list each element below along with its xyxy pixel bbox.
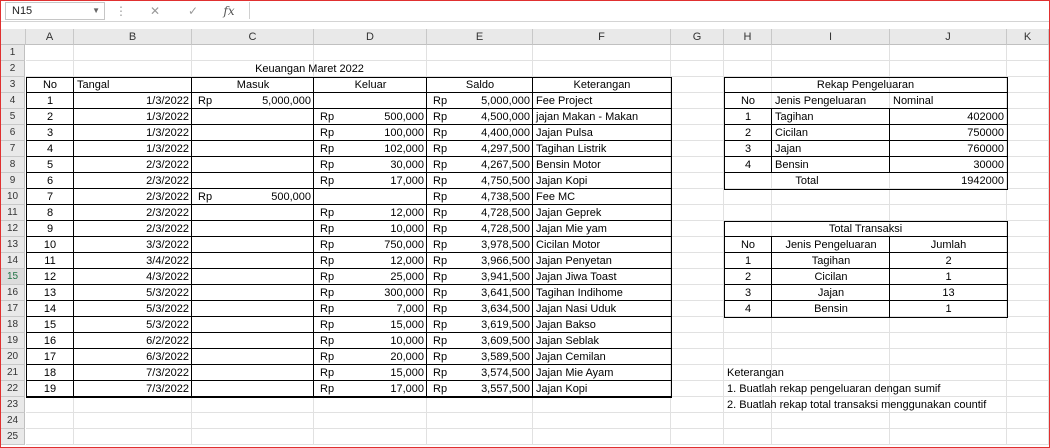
row-no: 10 [43, 239, 57, 251]
balance-amount: 4,738,500 [481, 191, 530, 203]
transaksi-header-no: No [740, 239, 756, 251]
expense-currency: Rp [320, 335, 335, 347]
row-no: 3 [46, 127, 54, 139]
expense-currency: Rp [320, 255, 335, 267]
income-currency: Rp [198, 191, 213, 203]
income-amount [222, 317, 314, 333]
function-icon[interactable]: fx [223, 4, 235, 18]
notes-line-1: 1. Buatlah rekap pengeluaran dengan sumif [727, 383, 941, 395]
expense-amount: 17,000 [390, 383, 424, 395]
gridline [1048, 45, 1049, 445]
income-amount: 5,000,000 [262, 95, 311, 107]
balance-currency: Rp [433, 255, 448, 267]
income-amount: 500,000 [271, 191, 311, 203]
income-amount [222, 349, 314, 365]
row-date: 2/3/2022 [146, 159, 189, 171]
balance-currency: Rp [433, 303, 448, 315]
balance-amount: 4,400,000 [481, 127, 530, 139]
expense-amount: 100,000 [384, 127, 424, 139]
row-header-15[interactable]: 15 [1, 269, 25, 285]
income-currency [192, 285, 222, 301]
balance-amount: 3,609,500 [481, 335, 530, 347]
rekap-no: 1 [744, 111, 752, 123]
expense-amount: 500,000 [384, 111, 424, 123]
balance-amount: 4,750,500 [481, 175, 530, 187]
row-date: 6/3/2022 [146, 351, 189, 363]
expense-amount: 15,000 [390, 367, 424, 379]
rekap-title: Rekap Pengeluaran [816, 79, 915, 91]
column-header-h[interactable]: H [724, 29, 772, 45]
row-date: 2/3/2022 [146, 191, 189, 203]
rekap-no: 4 [744, 159, 752, 171]
balance-amount: 4,728,500 [481, 207, 530, 219]
expense-amount: 12,000 [390, 207, 424, 219]
row-header-13[interactable]: 13 [1, 237, 25, 253]
rekap-amount: 750000 [967, 127, 1004, 139]
expense-amount: 20,000 [390, 351, 424, 363]
income-currency [192, 173, 222, 189]
description: Jajan Mie Ayam [536, 367, 614, 379]
row-header-1[interactable]: 1 [1, 45, 25, 61]
row-no: 14 [43, 303, 57, 315]
income-currency [192, 125, 222, 141]
description: Jajan Nasi Uduk [536, 303, 617, 315]
row-header-23[interactable]: 23 [1, 397, 25, 413]
rekap-type: Bensin [775, 159, 809, 171]
column-header-e[interactable]: E [427, 29, 533, 45]
column-header-g[interactable]: G [671, 29, 724, 45]
balance-amount: 3,574,500 [481, 367, 530, 379]
transaksi-count: 2 [945, 255, 952, 267]
description: jajan Makan - Makan [536, 111, 639, 123]
row-no: 2 [46, 111, 54, 123]
column-header-b[interactable]: B [74, 29, 192, 45]
transaksi-type: Jajan [817, 287, 845, 299]
row-header-19[interactable]: 19 [1, 333, 25, 349]
expense-amount: 300,000 [384, 287, 424, 299]
rekap-header-no: No [740, 95, 756, 107]
income-currency [192, 269, 222, 285]
description: Jajan Kopi [536, 383, 588, 395]
row-header-17[interactable]: 17 [1, 301, 25, 317]
expense-amount: 10,000 [390, 335, 424, 347]
balance-currency: Rp [433, 223, 448, 235]
expense-currency: Rp [320, 127, 335, 139]
balance-amount: 3,978,500 [481, 239, 530, 251]
row-no: 7 [46, 191, 54, 203]
description: Bensin Motor [536, 159, 601, 171]
transaksi-count: 13 [942, 287, 955, 299]
income-currency [192, 109, 222, 125]
rekap-header-type: Jenis Pengeluaran [775, 95, 867, 107]
row-header-14[interactable]: 14 [1, 253, 25, 269]
select-all-corner[interactable] [1, 29, 26, 45]
row-header-9[interactable]: 9 [1, 173, 25, 189]
row-header-18[interactable]: 18 [1, 317, 25, 333]
expense-currency: Rp [320, 239, 335, 251]
row-date: 7/3/2022 [146, 367, 189, 379]
income-amount [222, 109, 314, 125]
description: Jajan Cemilan [536, 351, 606, 363]
income-amount [222, 269, 314, 285]
main-header-2: Masuk [236, 79, 270, 91]
row-no: 6 [46, 175, 54, 187]
column-header-f[interactable]: F [533, 29, 671, 45]
balance-currency: Rp [433, 239, 448, 251]
description: Jajan Penyetan [536, 255, 612, 267]
income-currency [192, 317, 222, 333]
row-no: 18 [43, 367, 57, 379]
transaksi-title: Total Transaksi [828, 223, 903, 235]
main-header-1: Tangal [77, 79, 110, 91]
column-header-c[interactable]: C [192, 29, 314, 45]
balance-amount: 3,557,500 [481, 383, 530, 395]
balance-currency: Rp [433, 335, 448, 347]
balance-amount: 4,297,500 [481, 143, 530, 155]
expense-amount [344, 189, 427, 205]
formula-input[interactable] [249, 2, 1047, 19]
income-currency [192, 301, 222, 317]
income-amount [222, 221, 314, 237]
rekap-type: Tagihan [775, 111, 814, 123]
rekap-type: Jajan [775, 143, 802, 155]
row-no: 1 [46, 95, 54, 107]
description: Jajan Kopi [536, 175, 588, 187]
row-no: 8 [46, 207, 54, 219]
income-amount [222, 253, 314, 269]
income-amount [222, 365, 314, 381]
balance-amount: 3,634,500 [481, 303, 530, 315]
chevron-down-icon[interactable]: ▼ [92, 6, 100, 15]
balance-currency: Rp [433, 367, 448, 379]
row-date: 1/3/2022 [146, 143, 189, 155]
row-no: 9 [46, 223, 54, 235]
row-header-2[interactable]: 2 [1, 61, 25, 77]
name-box-value: N15 [12, 5, 33, 17]
row-no: 17 [43, 351, 57, 363]
expense-currency: Rp [320, 143, 335, 155]
main-header-5: Keterangan [573, 79, 631, 91]
formula-bar [1, 1, 1049, 22]
income-amount [222, 173, 314, 189]
description: Fee MC [536, 191, 576, 203]
row-header-24[interactable]: 24 [1, 413, 25, 429]
row-no: 11 [44, 255, 56, 267]
column-header-a[interactable]: A [26, 29, 74, 45]
row-date: 4/3/2022 [146, 271, 189, 283]
rekap-no: 2 [744, 127, 752, 139]
cancel-icon[interactable]: ✕ [149, 4, 161, 18]
expense-currency: Rp [320, 319, 335, 331]
row-header-8[interactable]: 8 [1, 157, 25, 173]
name-box[interactable] [5, 2, 105, 20]
income-amount [222, 157, 314, 173]
row-no: 16 [43, 335, 57, 347]
expense-currency: Rp [320, 223, 335, 235]
description: Jajan Seblak [536, 335, 599, 347]
transaksi-no: 2 [744, 271, 752, 283]
expense-amount [344, 93, 427, 109]
gridline [26, 444, 1049, 445]
notes-line-2: 2. Buatlah rekap total transaksi menggunakan countif [727, 399, 987, 411]
row-header-21[interactable]: 21 [1, 365, 25, 381]
income-currency [192, 349, 222, 365]
balance-currency: Rp [433, 95, 448, 107]
description: Jajan Pulsa [536, 127, 593, 139]
income-currency [192, 381, 222, 397]
expense-currency: Rp [320, 367, 335, 379]
expense-amount: 750,000 [384, 239, 424, 251]
row-header-20[interactable]: 20 [1, 349, 25, 365]
expense-currency: Rp [320, 303, 335, 315]
income-currency: Rp [198, 95, 213, 107]
expense-amount: 10,000 [390, 223, 424, 235]
expense-amount: 7,000 [396, 303, 424, 315]
transaksi-no: 3 [744, 287, 752, 299]
column-header-j[interactable]: J [890, 29, 1007, 45]
rekap-amount: 402000 [967, 111, 1004, 123]
row-header-5[interactable]: 5 [1, 109, 25, 125]
income-currency [192, 205, 222, 221]
expense-currency: Rp [320, 383, 335, 395]
row-no: 5 [46, 159, 54, 171]
row-date: 5/3/2022 [146, 303, 189, 315]
income-amount [222, 141, 314, 157]
row-no: 19 [43, 383, 57, 395]
balance-currency: Rp [433, 351, 448, 363]
description: Jajan Geprek [536, 207, 602, 219]
expense-currency: Rp [320, 271, 335, 283]
sheet-title: Keuangan Maret 2022 [255, 63, 364, 75]
row-date: 5/3/2022 [146, 319, 189, 331]
income-amount [222, 301, 314, 317]
column-header-d[interactable]: D [314, 29, 427, 45]
balance-amount: 5,000,000 [481, 95, 530, 107]
balance-amount: 3,619,500 [481, 319, 530, 331]
balance-currency: Rp [433, 159, 448, 171]
transaksi-count: 1 [945, 271, 952, 283]
description: Jajan Jiwa Toast [536, 271, 617, 283]
expense-amount: 25,000 [390, 271, 424, 283]
rekap-total: 1942000 [961, 175, 1004, 187]
row-date: 5/3/2022 [146, 287, 189, 299]
row-date: 2/3/2022 [146, 175, 189, 187]
row-no: 4 [46, 143, 54, 155]
rekap-total-label: Total [795, 175, 819, 187]
balance-currency: Rp [433, 319, 448, 331]
transaksi-count: 1 [945, 303, 952, 315]
balance-currency: Rp [433, 271, 448, 283]
balance-amount: 4,500,000 [481, 111, 530, 123]
balance-currency: Rp [433, 111, 448, 123]
description: Tagihan Indihome [536, 287, 623, 299]
row-no: 15 [43, 319, 57, 331]
income-currency [192, 253, 222, 269]
row-date: 7/3/2022 [146, 383, 189, 395]
row-header-7[interactable]: 7 [1, 141, 25, 157]
income-currency [192, 157, 222, 173]
row-date: 1/3/2022 [146, 127, 189, 139]
rekap-type: Cicilan [775, 127, 809, 139]
balance-amount: 3,589,500 [481, 351, 530, 363]
rekap-no: 3 [744, 143, 752, 155]
row-header-4[interactable]: 4 [1, 93, 25, 109]
row-date: 3/3/2022 [146, 239, 189, 251]
balance-currency: Rp [433, 175, 448, 187]
transaksi-no: 1 [744, 255, 752, 267]
income-currency [192, 365, 222, 381]
expense-currency [314, 189, 344, 205]
balance-currency: Rp [433, 191, 448, 203]
row-date: 2/3/2022 [146, 207, 189, 219]
transaksi-header-type: Jenis Pengeluaran [785, 239, 877, 251]
expense-currency: Rp [320, 175, 335, 187]
transaksi-type: Tagihan [811, 255, 851, 267]
expense-amount: 102,000 [384, 143, 424, 155]
row-header-6[interactable]: 6 [1, 125, 25, 141]
row-header-11[interactable]: 11 [1, 205, 25, 221]
transaksi-header-count: Jumlah [930, 239, 967, 251]
income-currency [192, 237, 222, 253]
income-amount [222, 205, 314, 221]
income-amount [222, 333, 314, 349]
balance-amount: 4,267,500 [481, 159, 530, 171]
expense-currency: Rp [320, 287, 335, 299]
description: Tagihan Listrik [536, 143, 607, 155]
transaksi-no: 4 [744, 303, 752, 315]
rekap-amount: 30000 [973, 159, 1004, 171]
income-amount [222, 237, 314, 253]
description: Jajan Bakso [536, 319, 596, 331]
gridline [26, 60, 1049, 61]
rekap-header-amount: Nominal [893, 95, 934, 107]
column-header-k[interactable]: K [1007, 29, 1049, 45]
description: Jajan Mie yam [536, 223, 607, 235]
column-header-i[interactable]: I [772, 29, 890, 45]
notes-title: Keterangan [727, 367, 784, 379]
row-date: 1/3/2022 [146, 95, 189, 107]
rekap-amount: 760000 [967, 143, 1004, 155]
balance-currency: Rp [433, 287, 448, 299]
main-header-0: No [42, 79, 58, 91]
enter-check-icon[interactable]: ✓ [187, 4, 199, 18]
expense-currency: Rp [320, 111, 335, 123]
row-header-12[interactable]: 12 [1, 221, 25, 237]
main-header-3: Keluar [354, 79, 387, 91]
gridline [26, 428, 1049, 429]
expense-amount: 15,000 [390, 319, 424, 331]
income-currency [192, 141, 222, 157]
income-amount [222, 381, 314, 397]
expense-currency: Rp [320, 159, 335, 171]
income-currency [192, 333, 222, 349]
balance-amount: 3,641,500 [481, 287, 530, 299]
row-date: 3/4/2022 [146, 255, 189, 267]
balance-amount: 3,941,500 [481, 271, 530, 283]
balance-currency: Rp [433, 383, 448, 395]
row-header-10[interactable]: 10 [1, 189, 25, 205]
balance-amount: 3,966,500 [481, 255, 530, 267]
expense-amount: 30,000 [390, 159, 424, 171]
row-header-3[interactable]: 3 [1, 77, 25, 93]
balance-currency: Rp [433, 207, 448, 219]
balance-amount: 4,728,500 [481, 223, 530, 235]
transaksi-type: Cicilan [814, 271, 848, 283]
balance-currency: Rp [433, 143, 448, 155]
expense-amount: 12,000 [390, 255, 424, 267]
row-header-16[interactable]: 16 [1, 285, 25, 301]
income-currency [192, 221, 222, 237]
more-options-icon: ⋮ [115, 4, 127, 18]
description: Cicilan Motor [536, 239, 601, 251]
row-header-25[interactable]: 25 [1, 429, 25, 445]
expense-currency: Rp [320, 207, 335, 219]
income-amount [222, 125, 314, 141]
row-no: 12 [43, 271, 57, 283]
transaksi-type: Bensin [814, 303, 848, 315]
expense-currency [314, 93, 344, 109]
row-header-22[interactable]: 22 [1, 381, 25, 397]
row-date: 2/3/2022 [146, 223, 189, 235]
expense-amount: 17,000 [390, 175, 424, 187]
row-no: 13 [43, 287, 57, 299]
description: Fee Project [536, 95, 593, 107]
expense-currency: Rp [320, 351, 335, 363]
income-amount [222, 285, 314, 301]
row-date: 1/3/2022 [146, 111, 189, 123]
row-date: 6/2/2022 [146, 335, 189, 347]
main-header-4: Saldo [465, 79, 495, 91]
balance-currency: Rp [433, 127, 448, 139]
